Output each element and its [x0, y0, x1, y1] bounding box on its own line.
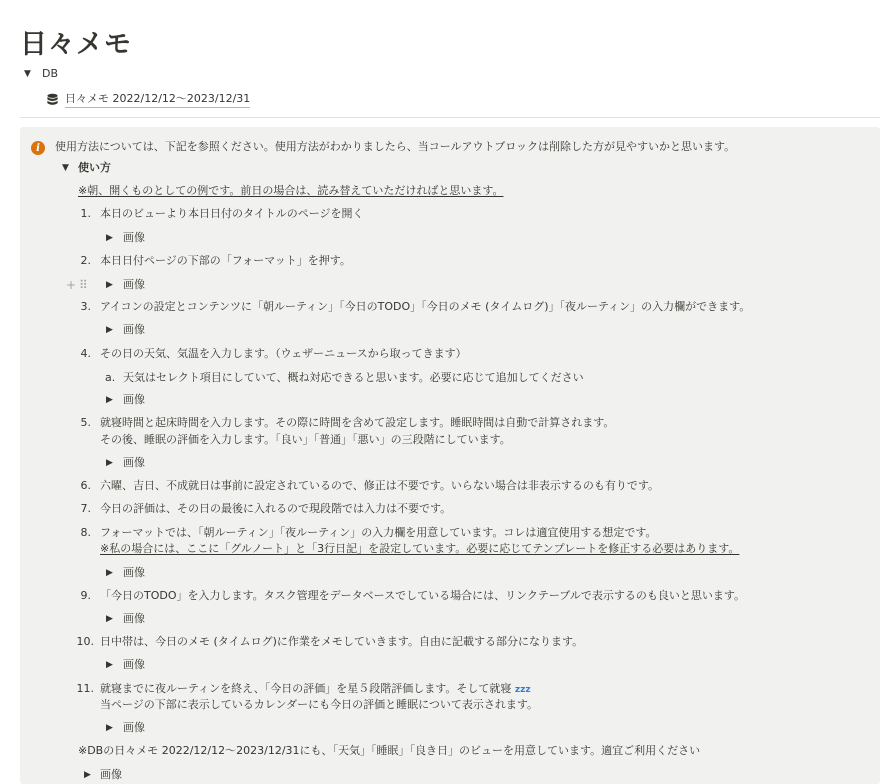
step-number: 4. [80, 347, 91, 360]
image-toggle[interactable]: 画像 [123, 323, 145, 336]
substep-text: 天気はセレクト項目にしていて、概ね対応できると思います。必要に応じて追加してください [123, 371, 584, 384]
step-number: 7. [80, 502, 91, 515]
step-text: 日中帯は、今日のメモ (タイムログ)に作業をメモしていきます。自由に記載する部分になります。 [100, 635, 584, 648]
step-text: 「今日のTODO」を入力します。タスク管理をデータベースでしている場合には、リンクテーブルで表示するのも良いと思います。 [100, 589, 745, 602]
step-number: 9. [80, 589, 91, 602]
step-text: その日の天気、気温を入力します。（ウェザーニュースから取ってきます） [100, 347, 467, 360]
page-title: 日々メモ [20, 29, 132, 60]
toggle-triangle-down-icon[interactable]: ▼ [62, 163, 69, 173]
image-toggle[interactable]: 画像 [123, 721, 145, 734]
step-text: アイコンの設定とコンテンツに「朝ルーティン」「今日のTODO」「今日のメモ (タイムログ)」「夜ルーティン」の入力欄ができます。 [100, 300, 751, 313]
step-number: 10. [76, 635, 94, 648]
step-text: 今日の評価は、その日の最後に入れるので現段階では入力は不要です。 [100, 502, 452, 515]
toggle-triangle-right-icon[interactable]: ▶ [106, 233, 113, 243]
db-link-label[interactable]: 日々メモ 2022/12/12〜2023/12/31 [65, 90, 250, 108]
sleeping-zzz-icon: zzz [514, 685, 531, 695]
toggle-triangle-right-icon[interactable]: ▶ [106, 660, 113, 670]
step-number: 3. [80, 300, 91, 313]
usage-note: ※朝、開くものとしての例です。前日の場合は、読み替えていただければと思います。 [78, 184, 504, 197]
step-number: 5. [80, 416, 91, 429]
callout-intro: 使用方法については、下記を参照ください。使用方法がわかりましたら、当コールアウトブロックは削除した方が見やすいかと思います。 [55, 140, 736, 153]
toggle-triangle-right-icon[interactable]: ▶ [106, 614, 113, 624]
image-toggle[interactable]: 画像 [123, 658, 145, 671]
divider [20, 117, 880, 118]
step-text: フォーマットでは、「朝ルーティン」「夜ルーティン」の入力欄を用意しています。コレは適宜使用する想定です。 [100, 526, 657, 539]
step-text-main: 就寝までに夜ルーティンを終え、「今日の評価」を星５段階評価します。そして就寝 [100, 682, 512, 695]
info-icon: i [31, 141, 45, 155]
db-toggle-label: DB [42, 67, 59, 80]
toggle-triangle-right-icon[interactable]: ▶ [106, 568, 113, 578]
substep-letter: a. [105, 371, 116, 384]
step-number: 1. [80, 207, 91, 220]
step-text [100, 681, 531, 698]
step-text-continued: 当ページの下部に表示しているカレンダーにも今日の評価と睡眠について表示されます。 [100, 698, 538, 711]
image-toggle[interactable]: 画像 [123, 393, 145, 406]
step-text-continued: ※私の場合には、ここに「グルノート」と「3行日記」を設定しています。必要に応じてテンプレートを修正する必要はあります。 [100, 542, 740, 555]
toggle-triangle-right-icon[interactable]: ▶ [106, 325, 113, 335]
image-toggle[interactable]: 画像 [123, 231, 145, 244]
db-toggle[interactable] [24, 67, 58, 80]
toggle-triangle-right-icon[interactable]: ▶ [84, 770, 91, 780]
block-drag-handle-icon[interactable]: +⠿ [66, 278, 91, 292]
toggle-triangle-right-icon[interactable]: ▶ [106, 395, 113, 405]
step-number: 11. [76, 682, 94, 695]
step-text: 本日のビューより本日日付のタイトルのページを開く [100, 207, 364, 220]
image-toggle[interactable]: 画像 [123, 566, 145, 579]
toggle-triangle-down-icon[interactable]: ▼ [24, 68, 31, 79]
usage-toggle-label[interactable]: 使い方 [78, 161, 111, 174]
step-text: 本日日付ページの下部の「フォーマット」を押す。 [100, 254, 351, 267]
footer-image-toggle[interactable]: 画像 [100, 768, 122, 781]
image-toggle[interactable]: 画像 [123, 612, 145, 625]
db-link[interactable] [46, 90, 250, 108]
step-number: 8. [80, 526, 91, 539]
step-text: 就寝時間と起床時間を入力します。その際に時間を含めて設定します。睡眠時間は自動で計算されます。 [100, 416, 615, 429]
step-text: 六曜、吉日、不成就日は事前に設定されているので、修正は不要です。いらない場合は非表示するのも有りです。 [100, 479, 660, 492]
toggle-triangle-right-icon[interactable]: ▶ [106, 458, 113, 468]
step-number: 2. [80, 254, 91, 267]
footer-note: ※DBの日々メモ 2022/12/12〜2023/12/31にも、「天気」「睡眠」「良き日」のビューを用意しています。適宜ご利用ください [78, 744, 701, 757]
step-number: 6. [80, 479, 91, 492]
toggle-triangle-right-icon[interactable]: ▶ [106, 723, 113, 733]
toggle-triangle-right-icon[interactable]: ▶ [106, 280, 113, 290]
image-toggle[interactable]: 画像 [123, 278, 145, 291]
image-toggle[interactable]: 画像 [123, 456, 145, 469]
database-icon [46, 93, 59, 106]
step-text-continued: その後、睡眠の評価を入力します。「良い」「普通」「悪い」の三段階にしています。 [100, 433, 511, 446]
